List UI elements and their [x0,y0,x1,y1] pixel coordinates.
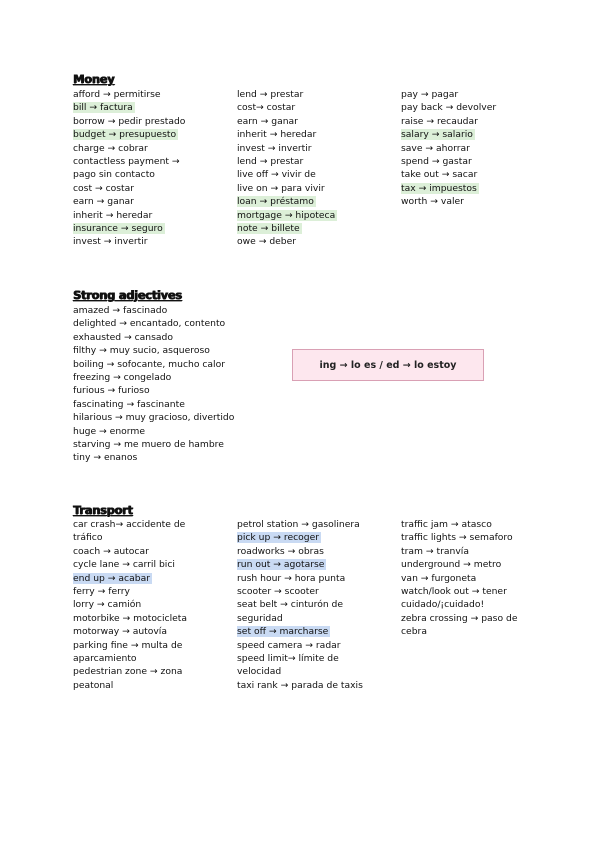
vocab-entry-text: inherit → heredar [237,129,317,141]
vocab-entry [237,585,397,598]
transport-column-3 [401,518,561,639]
vocab-entry [237,639,397,652]
vocab-entry [401,545,561,558]
section-title-strong-adjectives: Strong adjectives [73,288,182,302]
vocab-entry [237,101,397,114]
vocab-entry [401,558,561,571]
vocab-entry [73,545,233,558]
vocab-entry [73,115,233,128]
vocab-entry [237,545,397,558]
vocab-entry-text: speed limit→ límite de [237,652,339,664]
vocab-entry [73,438,273,451]
vocab-entry [73,222,233,235]
vocab-entry [73,425,273,438]
vocab-entry-text: bill → factura [73,102,133,114]
vocab-entry [73,371,273,384]
vocab-entry [401,518,561,531]
vocab-entry [237,209,397,222]
vocab-entry [237,652,397,665]
vocab-entry [73,451,273,464]
vocab-entry [237,222,397,235]
vocab-entry [73,384,273,397]
vocab-entry [237,665,397,678]
vocab-entry [73,665,233,678]
vocab-entry-text: invest → invertir [237,142,312,154]
vocab-entry-text: save → ahorrar [401,142,470,154]
transport-column-1 [73,518,233,692]
vocab-entry-text: amazed → fascinado [73,305,168,316]
vocab-entry [401,531,561,544]
money-column-1 [73,88,233,249]
vocab-entry [401,195,561,208]
vocab-entry-text: seguridad [237,612,283,624]
vocab-entry [73,652,233,665]
vocab-entry-text: live on → para vivir [237,182,325,194]
vocab-entry [73,155,233,168]
vocab-entry-text: roadworks → obras [237,545,324,557]
money-column-2 [237,88,397,249]
vocab-entry-text: parking fine → multa de [73,639,183,651]
vocab-entry [401,88,561,101]
vocab-entry-text: lorry → camión [73,599,142,611]
vocab-entry-text: inherit → heredar [73,209,153,221]
vocab-entry-text: tiny → enanos [73,452,138,464]
vocab-entry [73,518,233,531]
vocab-entry-text: mortgage → hipoteca [237,209,336,221]
vocab-entry-text: cebra [401,626,427,638]
vocab-entry-text: tax → impuestos [401,182,477,194]
vocab-entry-text: budget → presupuesto [73,129,177,141]
vocab-entry-text: motorbike → motocicleta [73,612,188,624]
vocab-entry [73,101,233,114]
transport-column-2 [237,518,397,692]
vocab-entry-text: seat belt → cinturón de [237,599,344,611]
vocab-entry [237,572,397,585]
vocab-entry-text: peatonal [73,679,114,691]
vocab-entry [73,88,233,101]
vocab-entry-text: rush hour → hora punta [237,572,346,584]
vocab-entry-text: lend → prestar [237,155,304,167]
vocab-entry-text: cost → costar [73,182,135,194]
vocab-entry-text: aparcamiento [73,652,137,664]
vocab-entry [401,142,561,155]
vocab-entry-text: motorway → autovía [73,626,167,638]
vocab-entry [237,612,397,625]
vocab-entry-text: cuidado/¡cuidado! [401,599,485,611]
vocab-entry-text: worth → valer [401,196,464,208]
vocab-entry [237,115,397,128]
vocab-entry-text: tráfico [73,532,103,544]
vocab-entry [73,531,233,544]
vocab-entry-text: cost→ costar [237,102,296,114]
vocab-entry-text: lend → prestar [237,89,304,100]
vocab-entry [401,572,561,585]
vocab-entry-text: coach → autocar [73,545,149,557]
vocab-entry [401,128,561,141]
vocab-entry-text: pay → pagar [401,89,459,100]
vocab-entry-text: contactless payment → [73,155,180,167]
vocab-entry [73,679,233,692]
vocab-entry [73,195,233,208]
vocab-entry [401,598,561,611]
vocab-entry [73,235,233,248]
vocab-entry [237,155,397,168]
vocab-entry-text: run out → agotarse [237,559,325,571]
vocab-entry [73,411,273,424]
vocab-entry-text: fascinating → fascinante [73,398,185,410]
vocab-entry-text: cycle lane → carril bici [73,559,175,571]
section-title-transport: Transport [73,503,133,517]
vocab-entry [401,612,561,625]
vocab-entry-text: loan → préstamo [237,196,314,208]
vocab-entry-text: pay back → devolver [401,102,497,114]
vocab-entry-text: borrow → pedir prestado [73,115,186,127]
vocab-entry [73,398,273,411]
vocab-entry-text: take out → sacar [401,169,478,181]
vocab-entry-text: note → billete [237,222,300,234]
vocab-entry-text: hilarious → muy gracioso, divertido [73,412,235,424]
vocab-entry-text: set off → marcharse [237,626,329,638]
vocab-entry-text: ferry → ferry [73,585,130,597]
vocab-entry-text: van → furgoneta [401,572,477,584]
vocab-entry [237,168,397,181]
vocab-entry-text: insurance → seguro [73,222,163,234]
vocab-entry [73,625,233,638]
vocab-entry-text: car crash→ accidente de [73,519,186,530]
vocab-entry-text: boiling → sofocante, mucho calor [73,358,225,370]
vocab-entry [73,558,233,571]
vocab-entry-text: starving → me muero de hambre [73,438,224,450]
vocab-entry [401,155,561,168]
vocab-entry [73,142,233,155]
adjectives-column [73,304,273,465]
vocab-entry-text: exhausted → cansado [73,331,173,343]
vocab-entry [73,128,233,141]
vocab-entry [73,585,233,598]
vocab-entry [401,115,561,128]
vocab-entry [73,612,233,625]
vocab-entry-text: traffic lights → semaforo [401,532,513,544]
vocab-entry-text: pick up → recoger [237,532,320,544]
vocab-entry-text: pedestrian zone → zona [73,666,183,678]
vocab-entry-text: afford → permitirse [73,89,161,100]
vocab-entry [237,142,397,155]
vocab-entry [73,182,233,195]
vocab-entry-text: earn → ganar [237,115,298,127]
vocab-entry [73,209,233,222]
grammar-note-text: ing → lo es / ed → lo estoy [319,359,457,371]
vocab-entry [73,639,233,652]
vocab-entry [73,317,273,330]
vocab-entry [73,331,273,344]
vocab-entry [73,572,233,585]
vocab-entry-text: filthy → muy sucio, asqueroso [73,345,210,357]
vocab-entry-text: delighted → encantado, contento [73,318,226,330]
vocab-entry-text: end up → acabar [73,572,150,584]
vocab-entry-text: spend → gastar [401,155,472,167]
vocab-entry-text: petrol station → gasolinera [237,519,360,530]
vocab-entry-text: zebra crossing → paso de [401,612,518,624]
vocab-entry [237,679,397,692]
vocab-entry [401,168,561,181]
vocab-entry-text: furious → furioso [73,385,150,397]
vocab-entry [73,168,233,181]
vocab-entry [237,598,397,611]
vocab-entry-text: live off → vivir de [237,169,316,181]
vocab-entry-text: huge → enorme [73,425,145,437]
vocab-entry [237,195,397,208]
vocab-entry-text: earn → ganar [73,196,134,208]
vocab-entry-text: tram → tranvía [401,545,469,557]
vocab-entry [237,625,397,638]
vocab-entry [237,235,397,248]
vocab-entry-text: taxi rank → parada de taxis [237,679,363,691]
vocab-entry [401,585,561,598]
vocab-entry-text: scooter → scooter [237,585,319,597]
vocab-entry-text: owe → deber [237,236,297,248]
grammar-note-box [292,349,484,381]
vocab-entry-text: underground → metro [401,559,502,571]
vocab-entry [237,558,397,571]
vocab-entry-text: speed camera → radar [237,639,341,651]
vocab-entry [237,128,397,141]
vocab-entry-text: traffic jam → atasco [401,519,492,530]
vocab-entry [401,101,561,114]
vocab-entry-text: watch/look out → tener [401,585,507,597]
section-title-money: Money [73,72,115,86]
vocab-entry [401,625,561,638]
vocab-entry [73,344,273,357]
vocab-entry [73,598,233,611]
vocab-entry-text: velocidad [237,666,282,678]
vocab-entry-text: freezing → congelado [73,371,172,383]
vocab-entry-text: raise → recaudar [401,115,478,127]
vocab-entry [237,182,397,195]
vocab-entry [73,304,273,317]
vocab-entry-text: pago sin contacto [73,169,155,181]
vocab-entry-text: invest → invertir [73,236,148,248]
vocab-entry-text: charge → cobrar [73,142,148,154]
vocab-entry [73,358,273,371]
money-column-3 [401,88,561,209]
vocab-entry [237,531,397,544]
vocab-entry [237,88,397,101]
vocab-entry [237,518,397,531]
vocab-entry-text: salary → salario [401,129,473,141]
vocab-entry [401,182,561,195]
